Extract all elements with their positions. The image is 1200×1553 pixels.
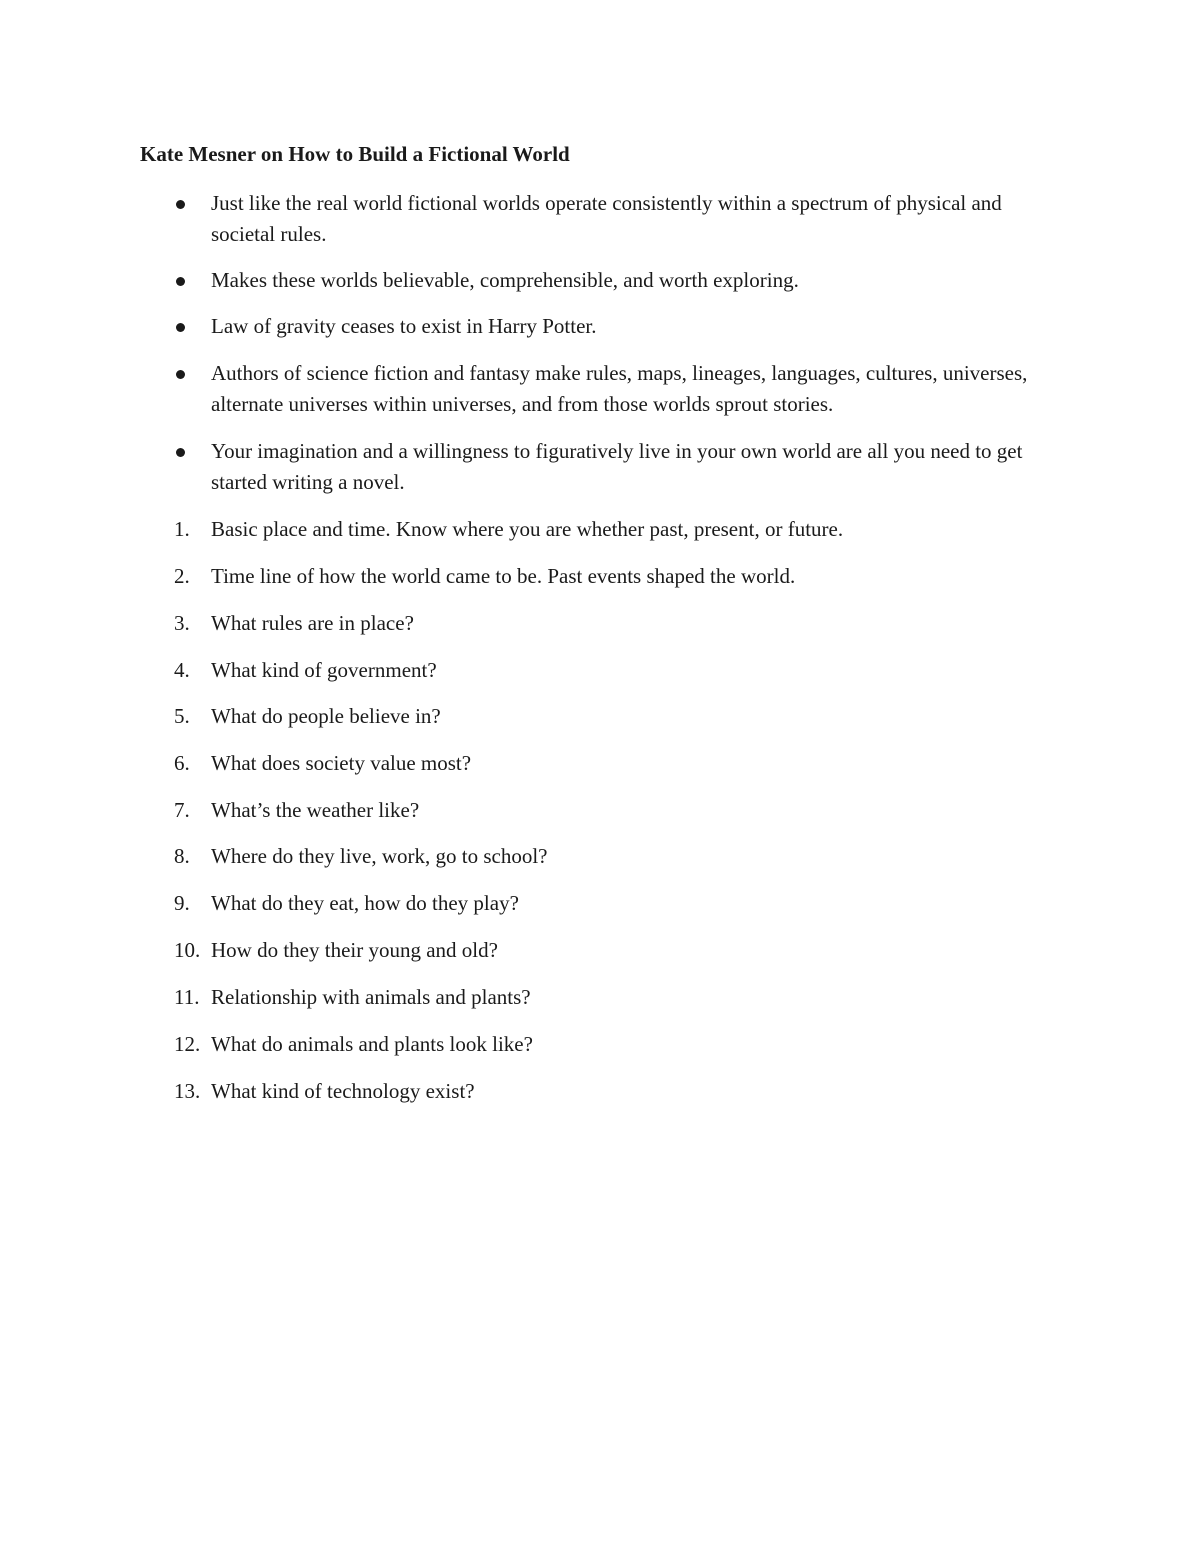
list-number: 5. [174, 704, 190, 728]
list-text: Relationship with animals and plants? [211, 985, 531, 1009]
bullet-text: Law of gravity ceases to exist in Harry Potter. [211, 314, 597, 338]
list-text: What rules are in place? [211, 611, 414, 635]
bullet-dot-icon [176, 448, 185, 457]
list-text: What kind of government? [211, 658, 437, 682]
bullet-text: Just like the real world fictional worlds operate consistently within a spectrum of physical and societal rules. [211, 191, 1002, 246]
list-number: 13. [174, 1079, 201, 1103]
list-text: What’s the weather like? [211, 798, 420, 822]
list-text: Where do they live, work, go to school? [211, 844, 548, 868]
list-number: 1. [174, 517, 190, 541]
list-text: What do animals and plants look like? [211, 1032, 533, 1056]
bullet-dot-icon [176, 200, 185, 209]
list-text: What kind of technology exist? [211, 1079, 475, 1103]
list-number: 2. [174, 564, 190, 588]
bullet-dot-icon [176, 277, 185, 286]
bullet-text: Authors of science fiction and fantasy make rules, maps, lineages, languages, cultures, universes, alternate universes within universes, and from those worlds sprout stories. [211, 361, 1028, 416]
list-number: 8. [174, 844, 190, 868]
bullet-text: Makes these worlds believable, comprehensible, and worth exploring. [211, 268, 799, 292]
list-text: What does society value most? [211, 751, 472, 775]
list-number: 4. [174, 658, 190, 682]
bullet-dot-icon [176, 323, 185, 332]
bullet-text: Your imagination and a willingness to figuratively live in your own world are all you need to get started writing a novel. [211, 439, 1023, 494]
list-number: 11. [174, 985, 200, 1009]
document-title: Kate Mesner on How to Build a Fictional World [140, 142, 570, 166]
list-text: How do they their young and old? [211, 938, 498, 962]
list-text: What do people believe in? [211, 704, 441, 728]
list-text: Time line of how the world came to be. Past events shaped the world. [211, 564, 796, 588]
list-number: 7. [174, 798, 190, 822]
list-number: 9. [174, 891, 190, 915]
list-text: What do they eat, how do they play? [211, 891, 519, 915]
list-text: Basic place and time. Know where you are whether past, present, or future. [211, 517, 844, 541]
bullet-dot-icon [176, 370, 185, 379]
list-number: 12. [174, 1032, 201, 1056]
list-number: 6. [174, 751, 190, 775]
list-number: 3. [174, 611, 190, 635]
list-number: 10. [174, 938, 201, 962]
